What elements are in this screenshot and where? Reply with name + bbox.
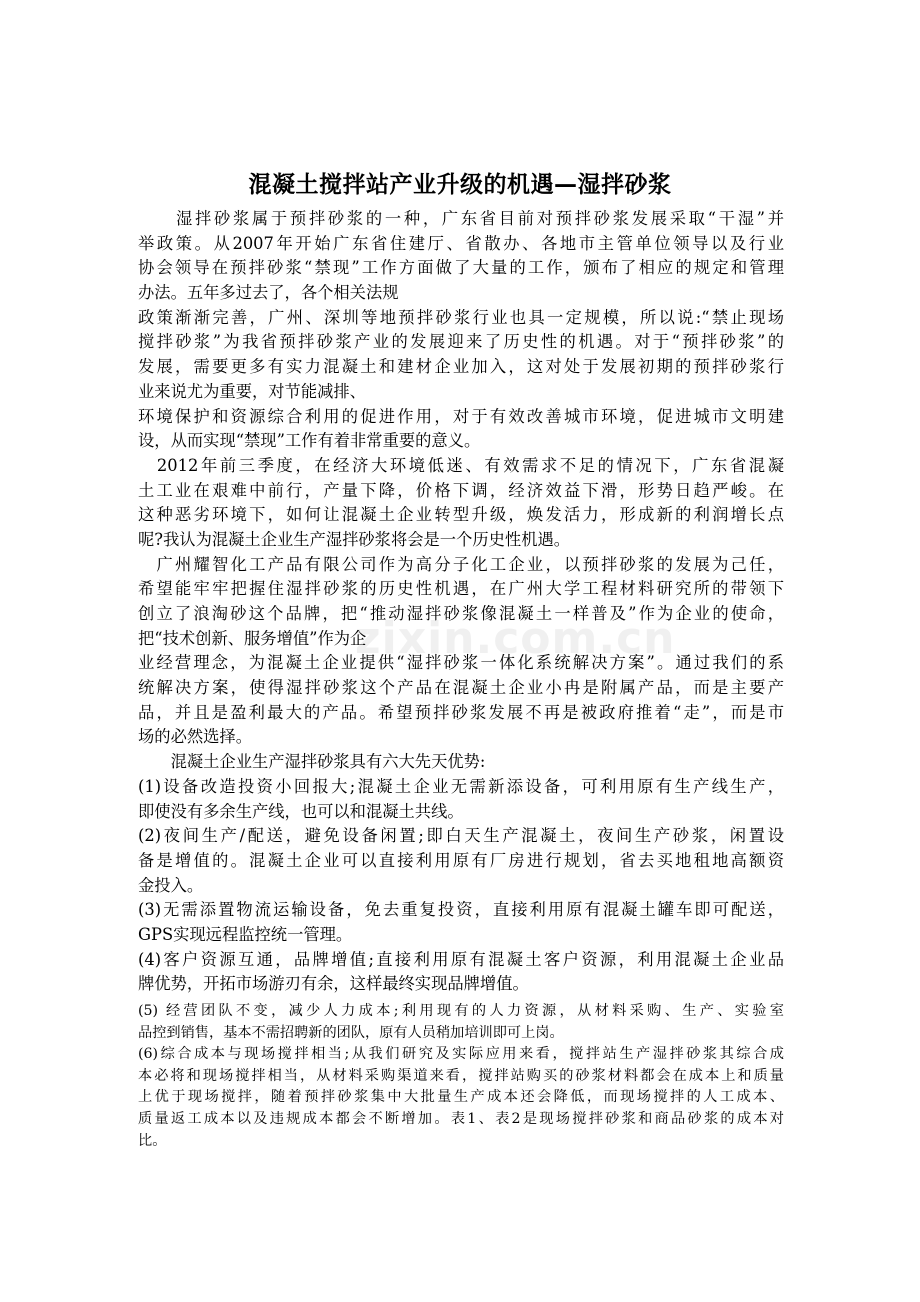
- body-line: 牌优势，开拓市场游刃有余，这样最终实现品牌增值。: [138, 974, 529, 994]
- body-line: 品，并且是盈利最大的产品。希望预拌砂浆发展不再是被政府推着“走”，而是市: [138, 702, 784, 722]
- body-line: 政策渐渐完善，广州、深圳等地预拌砂浆行业也具一定规模，所以说:“禁止现场: [138, 307, 784, 327]
- document-title: 混凝土搅拌站产业升级的机遇—湿拌砂浆: [248, 172, 672, 198]
- body-line: 湿拌砂浆属于预拌砂浆的一种，广东省目前对预拌砂浆发展采取“干湿”并: [138, 209, 784, 228]
- body-line: 统解决方案，使得湿拌砂浆这个产品在混凝土企业小冉是附属产品，而是主要产: [138, 678, 784, 698]
- body-line: (1)设备改造投资小回报大;混凝土企业无需新添设备，可利用原有生产线生产，: [138, 776, 784, 796]
- body-line-small: 比。: [138, 1132, 167, 1149]
- document-body: [138, 207, 784, 1152]
- body-line: GPS实现远程监控统一管理。: [138, 924, 353, 944]
- body-line: 希望能牢牢把握住湿拌砂浆的历史性机遇，在广州大学工程材料研究所的带领下: [138, 579, 784, 599]
- body-line-small: (5) 经营团队不变，减少人力成本;利用现有的人力资源，从材料采购、生产、实验室: [138, 1003, 784, 1019]
- body-line-small: 本必将和现场搅拌相当，从材料采购渠道来看，搅拌站购买的砂浆材料都会在成本上和质量: [138, 1067, 784, 1084]
- body-line: 业经营理念，为混凝土企业提供“湿拌砂浆一体化系统解决方案”。通过我们的系: [138, 653, 784, 673]
- body-line: 备是增值的。混凝土企业可以直接利用原有厂房进行规划，省去买地租地高额资: [138, 850, 784, 870]
- body-line: 环境保护和资源综合利用的促进作用，对于有效改善城市环境，促进城市文明建: [138, 406, 784, 426]
- body-line-small: 质量返工成本以及违规成本都会不断增加。表1、表2是现场搅拌砂浆和商品砂浆的成本对: [138, 1110, 784, 1127]
- body-line-small: 上优于现场搅拌，随着预拌砂浆集中大批量生产成本还会降低，而现场搅拌的人工成本、: [138, 1089, 784, 1106]
- small-print-section: [138, 1001, 784, 1152]
- body-line: (3)无需添置物流运输设备，免去重复投资，直接利用原有混凝土罐车即可配送，: [138, 900, 784, 920]
- body-line: 把“技术创新、服务增值”作为企: [138, 628, 367, 648]
- body-line: 发展，需要更多有实力混凝土和建材企业加入，这对处于发展初期的预拌砂浆行: [138, 357, 784, 377]
- body-line: 金投入。: [138, 875, 204, 895]
- body-line: 创立了浪淘砂这个品牌，把“推动湿拌砂浆像混凝土一样普及”作为企业的使命，: [138, 604, 784, 623]
- body-line: 混凝土企业生产湿拌砂浆具有六大先天优势:: [138, 752, 486, 772]
- watermark: zixin.com.cn: [355, 613, 676, 664]
- body-line: 呢?我认为混凝土企业生产湿拌砂浆将会是一个历史性机遇。: [138, 529, 571, 549]
- body-line: 这种恶劣环境下，如何让混凝土企业转型升级，焕发活力，形成新的利润增长点: [138, 505, 784, 525]
- body-line: 搅拌砂浆”为我省预拌砂浆产业的发展迎来了历史性的机遇。对于“预拌砂浆”的: [138, 332, 784, 352]
- body-line: (2)夜间生产/配送，避免设备闲置;即白天生产混凝土，夜间生产砂浆，闲置设: [138, 826, 784, 846]
- body-line: 设，从而实现“禁现”工作有着非常重要的意义。: [138, 431, 481, 451]
- body-line: (4)客户资源互通，品牌增值;直接利用原有混凝土客户资源，利用混凝土企业品: [138, 949, 784, 969]
- body-line-small: (6)综合成本与现场搅拌相当;从我们研究及实际应用来看，搅拌站生产湿拌砂浆其综合成: [138, 1046, 784, 1063]
- body-line: 土工业在艰难中前行，产量下降，价格下调，经济效益下滑，形势日趋严峻。在: [138, 480, 784, 500]
- body-line: 协会领导在预拌砂浆“禁现”工作方面做了大量的工作，颁布了相应的规定和管理: [138, 258, 784, 278]
- body-line: 场的必然选择。: [138, 727, 252, 747]
- body-line: 广州耀智化工产品有限公司作为高分子化工企业，以预拌砂浆的发展为己任，: [138, 554, 784, 574]
- body-line: 业来说尤为重要，对节能减排、: [138, 381, 366, 401]
- body-line: 2012年前三季度，在经济大环境低迷、有效需求不足的情况下，广东省混凝: [138, 455, 784, 475]
- body-line: 即使没有多余生产线，也可以和混凝土共线。: [138, 801, 464, 821]
- body-line: 举政策。从2007年开始广东省住建厅、省散办、各地市主管单位领导以及行业: [138, 233, 784, 253]
- body-line-small: 品控到销售，基本不需招聘新的团队，原有人员稍加培训即可上岗。: [138, 1024, 564, 1041]
- body-line: 办法。五年多过去了，各个相关法规: [138, 283, 399, 303]
